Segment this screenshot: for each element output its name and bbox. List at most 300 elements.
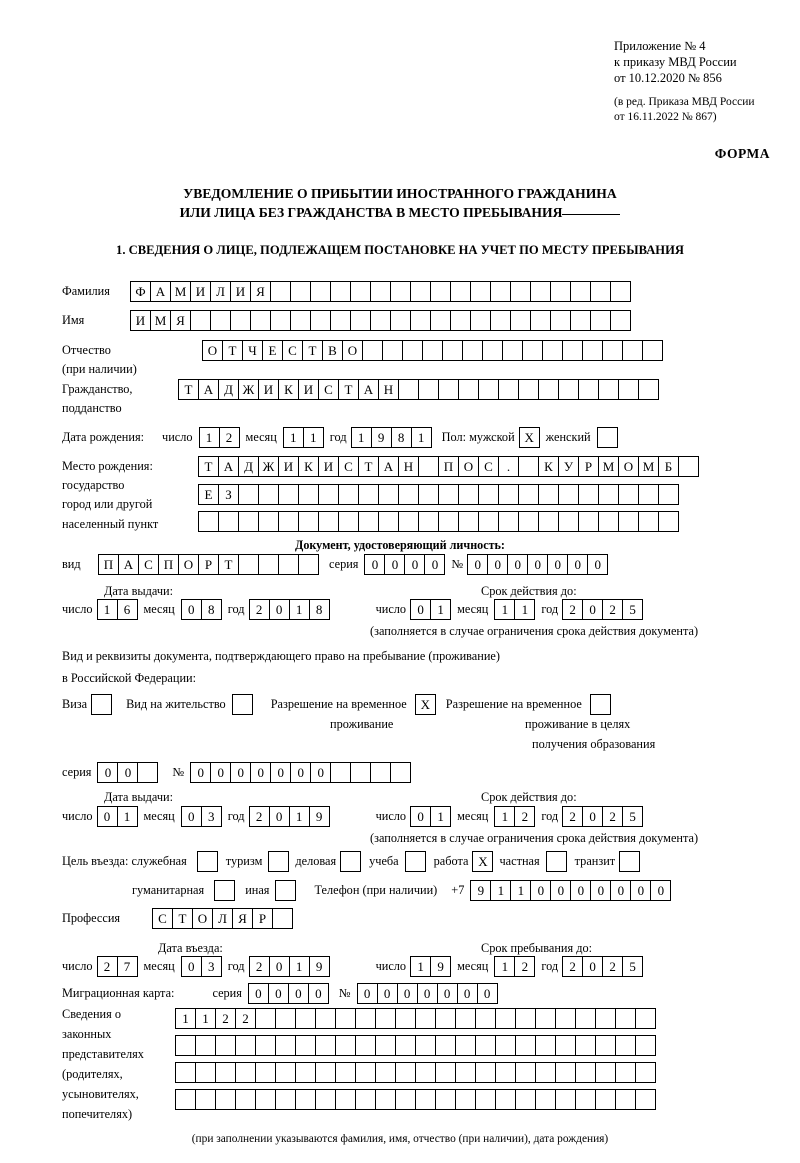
char-cell[interactable] [190, 310, 211, 331]
permit-valid-day-input[interactable] [410, 806, 451, 827]
char-cell[interactable] [555, 1089, 576, 1110]
char-cell[interactable]: К [538, 456, 559, 477]
char-cell[interactable]: 2 [235, 1008, 256, 1029]
char-cell[interactable]: А [150, 281, 171, 302]
char-cell[interactable] [550, 310, 571, 331]
char-cell[interactable]: 1 [494, 599, 515, 620]
char-cell[interactable] [570, 281, 591, 302]
char-cell[interactable]: 0 [507, 554, 528, 575]
char-cell[interactable]: 0 [587, 554, 608, 575]
char-cell[interactable] [258, 511, 279, 532]
char-cell[interactable] [470, 281, 491, 302]
char-cell[interactable] [338, 511, 359, 532]
char-cell[interactable] [535, 1035, 556, 1056]
char-cell[interactable]: Л [212, 908, 233, 929]
char-cell[interactable]: Т [178, 379, 199, 400]
char-cell[interactable]: 2 [562, 956, 583, 977]
char-cell[interactable]: 1 [289, 806, 310, 827]
char-cell[interactable] [635, 1062, 656, 1083]
char-cell[interactable] [615, 1035, 636, 1056]
char-cell[interactable] [562, 340, 583, 361]
char-cell[interactable]: К [298, 456, 319, 477]
char-cell[interactable] [415, 1062, 436, 1083]
char-cell[interactable]: 0 [410, 599, 431, 620]
char-cell[interactable]: С [138, 554, 159, 575]
char-cell[interactable] [542, 340, 563, 361]
permit-issue-day-input[interactable] [97, 806, 138, 827]
char-cell[interactable] [515, 1008, 536, 1029]
char-cell[interactable]: 0 [230, 762, 251, 783]
char-cell[interactable] [475, 1089, 496, 1110]
char-cell[interactable] [175, 1089, 196, 1110]
char-cell[interactable]: Р [198, 554, 219, 575]
char-cell[interactable]: 2 [602, 599, 623, 620]
char-cell[interactable]: 2 [514, 806, 535, 827]
char-cell[interactable] [315, 1008, 336, 1029]
residence-checkbox[interactable] [232, 694, 253, 715]
char-cell[interactable] [382, 340, 403, 361]
char-cell[interactable]: Ж [258, 456, 279, 477]
char-cell[interactable] [235, 1035, 256, 1056]
char-cell[interactable] [275, 1062, 296, 1083]
char-cell[interactable] [370, 281, 391, 302]
entry-day-input[interactable] [97, 956, 138, 977]
char-cell[interactable] [575, 1035, 596, 1056]
char-cell[interactable]: И [258, 379, 279, 400]
char-cell[interactable] [435, 1035, 456, 1056]
char-cell[interactable] [410, 310, 431, 331]
char-cell[interactable]: 0 [630, 880, 651, 901]
char-cell[interactable]: Т [218, 554, 239, 575]
char-cell[interactable]: М [638, 456, 659, 477]
char-cell[interactable] [238, 484, 259, 505]
legal-rep-input-4[interactable] [175, 1089, 656, 1110]
char-cell[interactable] [255, 1089, 276, 1110]
char-cell[interactable] [358, 484, 379, 505]
char-cell[interactable] [538, 511, 559, 532]
char-cell[interactable]: П [98, 554, 119, 575]
char-cell[interactable]: 1 [175, 1008, 196, 1029]
char-cell[interactable] [490, 281, 511, 302]
char-cell[interactable]: 1 [510, 880, 531, 901]
char-cell[interactable]: 0 [477, 983, 498, 1004]
doc-kind-input[interactable] [98, 554, 319, 575]
char-cell[interactable]: 0 [582, 956, 603, 977]
char-cell[interactable] [270, 310, 291, 331]
char-cell[interactable] [618, 379, 639, 400]
char-cell[interactable] [510, 281, 531, 302]
char-cell[interactable]: 0 [377, 983, 398, 1004]
char-cell[interactable]: 1 [283, 427, 304, 448]
char-cell[interactable]: О [178, 554, 199, 575]
char-cell[interactable] [258, 484, 279, 505]
char-cell[interactable]: 0 [410, 806, 431, 827]
char-cell[interactable] [595, 1008, 616, 1029]
char-cell[interactable]: 0 [250, 762, 271, 783]
char-cell[interactable] [482, 340, 503, 361]
char-cell[interactable] [290, 310, 311, 331]
char-cell[interactable] [470, 310, 491, 331]
char-cell[interactable]: 9 [371, 427, 392, 448]
char-cell[interactable]: 1 [351, 427, 372, 448]
char-cell[interactable]: 1 [490, 880, 511, 901]
permit-issue-month-input[interactable] [181, 806, 222, 827]
char-cell[interactable] [295, 1008, 316, 1029]
char-cell[interactable]: 0 [268, 983, 289, 1004]
char-cell[interactable] [555, 1035, 576, 1056]
char-cell[interactable]: 5 [622, 806, 643, 827]
permit-valid-year-input[interactable] [562, 806, 643, 827]
char-cell[interactable] [390, 762, 411, 783]
char-cell[interactable] [235, 1089, 256, 1110]
char-cell[interactable] [330, 281, 351, 302]
legal-rep-input-3[interactable] [175, 1062, 656, 1083]
patronymic-input[interactable] [202, 340, 663, 361]
char-cell[interactable]: 0 [97, 762, 118, 783]
char-cell[interactable]: Т [358, 456, 379, 477]
char-cell[interactable] [415, 1035, 436, 1056]
char-cell[interactable] [295, 1089, 316, 1110]
char-cell[interactable] [198, 511, 219, 532]
char-cell[interactable]: М [150, 310, 171, 331]
char-cell[interactable] [455, 1035, 476, 1056]
char-cell[interactable]: А [198, 379, 219, 400]
surname-input[interactable] [130, 281, 631, 302]
char-cell[interactable]: 1 [514, 599, 535, 620]
char-cell[interactable] [215, 1035, 236, 1056]
char-cell[interactable] [535, 1062, 556, 1083]
char-cell[interactable]: 3 [201, 956, 222, 977]
char-cell[interactable]: И [318, 456, 339, 477]
char-cell[interactable]: С [282, 340, 303, 361]
char-cell[interactable] [255, 1008, 276, 1029]
char-cell[interactable]: М [170, 281, 191, 302]
char-cell[interactable] [618, 484, 639, 505]
char-cell[interactable] [610, 310, 631, 331]
char-cell[interactable] [618, 511, 639, 532]
char-cell[interactable]: 0 [364, 554, 385, 575]
char-cell[interactable]: 2 [219, 427, 240, 448]
char-cell[interactable] [678, 456, 699, 477]
char-cell[interactable] [522, 340, 543, 361]
char-cell[interactable] [195, 1062, 216, 1083]
char-cell[interactable] [495, 1089, 516, 1110]
char-cell[interactable] [578, 511, 599, 532]
purpose-service-checkbox[interactable] [197, 851, 218, 872]
char-cell[interactable] [335, 1008, 356, 1029]
char-cell[interactable]: П [438, 456, 459, 477]
char-cell[interactable] [595, 1062, 616, 1083]
char-cell[interactable] [530, 310, 551, 331]
char-cell[interactable] [215, 1062, 236, 1083]
char-cell[interactable]: Ж [238, 379, 259, 400]
char-cell[interactable]: 0 [290, 762, 311, 783]
char-cell[interactable] [438, 379, 459, 400]
char-cell[interactable] [435, 1008, 456, 1029]
char-cell[interactable]: 0 [269, 806, 290, 827]
char-cell[interactable]: 9 [309, 956, 330, 977]
temp-residence-checkbox[interactable]: X [415, 694, 436, 715]
char-cell[interactable]: Л [210, 281, 231, 302]
char-cell[interactable]: 0 [567, 554, 588, 575]
char-cell[interactable] [210, 310, 231, 331]
permit-valid-month-input[interactable] [494, 806, 535, 827]
birth-year-input[interactable] [351, 427, 432, 448]
char-cell[interactable] [578, 484, 599, 505]
char-cell[interactable] [350, 310, 371, 331]
char-cell[interactable]: Р [252, 908, 273, 929]
char-cell[interactable] [402, 340, 423, 361]
char-cell[interactable] [635, 1035, 656, 1056]
char-cell[interactable]: О [342, 340, 363, 361]
entry-month-input[interactable] [181, 956, 222, 977]
char-cell[interactable] [275, 1089, 296, 1110]
char-cell[interactable]: 0 [288, 983, 309, 1004]
char-cell[interactable] [502, 340, 523, 361]
char-cell[interactable] [635, 1089, 656, 1110]
char-cell[interactable]: Я [232, 908, 253, 929]
char-cell[interactable] [315, 1035, 336, 1056]
char-cell[interactable] [430, 281, 451, 302]
char-cell[interactable]: 1 [411, 427, 432, 448]
doc-valid-year-input[interactable] [562, 599, 643, 620]
char-cell[interactable]: А [358, 379, 379, 400]
char-cell[interactable]: 2 [602, 806, 623, 827]
birth-day-input[interactable] [199, 427, 240, 448]
char-cell[interactable] [490, 310, 511, 331]
char-cell[interactable] [615, 1062, 636, 1083]
doc-issue-day-input[interactable] [97, 599, 138, 620]
char-cell[interactable] [195, 1089, 216, 1110]
char-cell[interactable] [275, 1008, 296, 1029]
char-cell[interactable]: 1 [430, 806, 451, 827]
purpose-tourism-checkbox[interactable] [268, 851, 289, 872]
char-cell[interactable]: М [598, 456, 619, 477]
char-cell[interactable] [602, 340, 623, 361]
char-cell[interactable] [355, 1008, 376, 1029]
char-cell[interactable] [590, 310, 611, 331]
char-cell[interactable] [315, 1062, 336, 1083]
char-cell[interactable] [658, 484, 679, 505]
char-cell[interactable]: 8 [309, 599, 330, 620]
char-cell[interactable] [375, 1089, 396, 1110]
char-cell[interactable] [235, 1062, 256, 1083]
char-cell[interactable] [350, 762, 371, 783]
char-cell[interactable] [298, 554, 319, 575]
char-cell[interactable]: 2 [602, 956, 623, 977]
purpose-humanitarian-checkbox[interactable] [214, 880, 235, 901]
char-cell[interactable]: С [152, 908, 173, 929]
char-cell[interactable] [575, 1062, 596, 1083]
char-cell[interactable]: А [118, 554, 139, 575]
visa-checkbox[interactable] [91, 694, 112, 715]
char-cell[interactable]: 0 [181, 806, 202, 827]
char-cell[interactable] [278, 554, 299, 575]
char-cell[interactable]: 0 [270, 762, 291, 783]
stay-month-input[interactable] [494, 956, 535, 977]
char-cell[interactable]: 0 [181, 599, 202, 620]
char-cell[interactable] [598, 379, 619, 400]
purpose-business-checkbox[interactable] [340, 851, 361, 872]
char-cell[interactable]: 0 [248, 983, 269, 1004]
purpose-work-checkbox[interactable]: X [472, 851, 493, 872]
char-cell[interactable] [250, 310, 271, 331]
char-cell[interactable]: Т [198, 456, 219, 477]
char-cell[interactable] [295, 1062, 316, 1083]
char-cell[interactable]: И [298, 379, 319, 400]
char-cell[interactable] [375, 1035, 396, 1056]
char-cell[interactable] [435, 1089, 456, 1110]
sex-male-checkbox[interactable]: X [519, 427, 540, 448]
char-cell[interactable]: 1 [199, 427, 220, 448]
char-cell[interactable] [435, 1062, 456, 1083]
phone-input[interactable] [470, 880, 671, 901]
char-cell[interactable]: 0 [457, 983, 478, 1004]
entry-year-input[interactable] [249, 956, 330, 977]
char-cell[interactable] [358, 511, 379, 532]
char-cell[interactable] [370, 310, 391, 331]
char-cell[interactable] [290, 281, 311, 302]
char-cell[interactable] [418, 456, 439, 477]
char-cell[interactable] [518, 484, 539, 505]
char-cell[interactable] [175, 1035, 196, 1056]
char-cell[interactable]: С [338, 456, 359, 477]
char-cell[interactable] [230, 310, 251, 331]
doc-issue-month-input[interactable] [181, 599, 222, 620]
char-cell[interactable] [530, 281, 551, 302]
char-cell[interactable] [458, 484, 479, 505]
char-cell[interactable] [395, 1089, 416, 1110]
char-cell[interactable] [498, 379, 519, 400]
char-cell[interactable]: 2 [249, 956, 270, 977]
char-cell[interactable] [278, 484, 299, 505]
char-cell[interactable]: 0 [269, 599, 290, 620]
citizenship-input[interactable] [178, 379, 659, 400]
char-cell[interactable]: 0 [397, 983, 418, 1004]
char-cell[interactable] [370, 762, 391, 783]
char-cell[interactable]: 2 [562, 806, 583, 827]
char-cell[interactable] [415, 1089, 436, 1110]
char-cell[interactable] [275, 1035, 296, 1056]
char-cell[interactable]: 1 [494, 806, 515, 827]
char-cell[interactable]: Р [578, 456, 599, 477]
char-cell[interactable] [515, 1089, 536, 1110]
doc-series-input[interactable] [364, 554, 445, 575]
char-cell[interactable] [622, 340, 643, 361]
doc-number-input[interactable] [467, 554, 608, 575]
char-cell[interactable]: С [318, 379, 339, 400]
char-cell[interactable] [375, 1008, 396, 1029]
char-cell[interactable] [538, 379, 559, 400]
char-cell[interactable]: 2 [562, 599, 583, 620]
char-cell[interactable] [570, 310, 591, 331]
char-cell[interactable] [438, 484, 459, 505]
char-cell[interactable] [298, 484, 319, 505]
char-cell[interactable] [415, 1008, 436, 1029]
char-cell[interactable]: О [192, 908, 213, 929]
char-cell[interactable]: Т [172, 908, 193, 929]
char-cell[interactable]: А [218, 456, 239, 477]
char-cell[interactable]: Ч [242, 340, 263, 361]
char-cell[interactable] [355, 1035, 376, 1056]
char-cell[interactable]: 0 [610, 880, 631, 901]
char-cell[interactable] [515, 1035, 536, 1056]
char-cell[interactable]: 7 [117, 956, 138, 977]
char-cell[interactable] [137, 762, 158, 783]
char-cell[interactable]: 1 [117, 806, 138, 827]
mig-series-input[interactable] [248, 983, 329, 1004]
char-cell[interactable]: Б [658, 456, 679, 477]
char-cell[interactable] [455, 1062, 476, 1083]
edu-residence-checkbox[interactable] [590, 694, 611, 715]
char-cell[interactable] [455, 1008, 476, 1029]
char-cell[interactable]: 0 [582, 806, 603, 827]
char-cell[interactable]: 0 [310, 762, 331, 783]
char-cell[interactable]: Я [250, 281, 271, 302]
char-cell[interactable] [422, 340, 443, 361]
char-cell[interactable] [598, 484, 619, 505]
char-cell[interactable]: 0 [582, 599, 603, 620]
char-cell[interactable] [335, 1062, 356, 1083]
char-cell[interactable] [615, 1008, 636, 1029]
char-cell[interactable] [582, 340, 603, 361]
profession-input[interactable] [152, 908, 293, 929]
char-cell[interactable] [558, 511, 579, 532]
char-cell[interactable] [258, 554, 279, 575]
char-cell[interactable]: 0 [570, 880, 591, 901]
char-cell[interactable] [395, 1062, 416, 1083]
char-cell[interactable] [375, 1062, 396, 1083]
birthplace-input-1[interactable] [198, 456, 699, 477]
char-cell[interactable] [430, 310, 451, 331]
char-cell[interactable] [215, 1089, 236, 1110]
purpose-transit-checkbox[interactable] [619, 851, 640, 872]
char-cell[interactable] [515, 1062, 536, 1083]
char-cell[interactable] [270, 281, 291, 302]
char-cell[interactable]: 2 [97, 956, 118, 977]
char-cell[interactable] [398, 511, 419, 532]
char-cell[interactable]: В [322, 340, 343, 361]
char-cell[interactable]: 0 [357, 983, 378, 1004]
char-cell[interactable]: П [158, 554, 179, 575]
char-cell[interactable]: 1 [97, 599, 118, 620]
char-cell[interactable]: 6 [117, 599, 138, 620]
legal-rep-input-2[interactable] [175, 1035, 656, 1056]
char-cell[interactable]: Ф [130, 281, 151, 302]
char-cell[interactable] [295, 1035, 316, 1056]
char-cell[interactable] [378, 484, 399, 505]
char-cell[interactable] [418, 511, 439, 532]
char-cell[interactable] [335, 1089, 356, 1110]
char-cell[interactable] [535, 1089, 556, 1110]
char-cell[interactable] [395, 1008, 416, 1029]
char-cell[interactable] [355, 1062, 376, 1083]
char-cell[interactable] [638, 484, 659, 505]
char-cell[interactable]: Н [378, 379, 399, 400]
char-cell[interactable] [498, 484, 519, 505]
char-cell[interactable]: О [202, 340, 223, 361]
char-cell[interactable]: 0 [190, 762, 211, 783]
char-cell[interactable] [175, 1062, 196, 1083]
char-cell[interactable]: 1 [494, 956, 515, 977]
char-cell[interactable] [495, 1062, 516, 1083]
char-cell[interactable]: 1 [303, 427, 324, 448]
char-cell[interactable]: 0 [181, 956, 202, 977]
char-cell[interactable] [418, 484, 439, 505]
legal-rep-input-1[interactable] [175, 1008, 656, 1029]
char-cell[interactable]: 2 [249, 806, 270, 827]
char-cell[interactable] [558, 484, 579, 505]
